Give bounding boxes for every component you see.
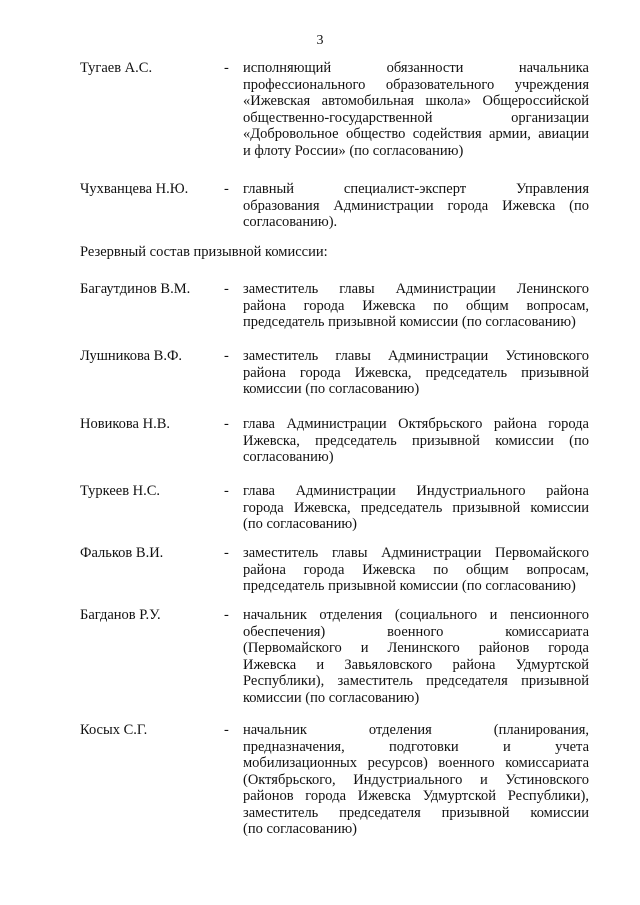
role-line: председатель призывной комиссии (по согласованию) (243, 578, 576, 594)
dash-separator: - (224, 348, 229, 364)
role-line: заместитель председателя призывной комиссии (243, 804, 589, 821)
member-name: Багаутдинов В.М. (80, 281, 191, 297)
member-role (243, 545, 589, 595)
member-name: Лушникова В.Ф. (80, 348, 183, 364)
role-line: комиссии (по согласованию) (243, 689, 420, 706)
role-line: заместитель главы Администрации Ленинского (243, 281, 589, 297)
role-line: председатель призывной комиссии (по согласованию) (243, 314, 576, 330)
dash-separator: - (224, 722, 229, 738)
role-line: «Ижевская автомобильная школа» Общероссийской (243, 93, 589, 109)
page-number: 3 (316, 33, 324, 48)
role-line: обеспечения) военного комиссариата (243, 623, 589, 640)
dash-separator: - (224, 545, 229, 561)
dash-separator: - (224, 416, 229, 432)
role-line: района города Ижевска, председатель призывной (243, 364, 589, 381)
member-role (243, 348, 589, 398)
role-line: района города Ижевска по общим вопросам, (243, 561, 589, 578)
role-line: (Октябрьского, Индустриального и Устиновского (243, 771, 589, 788)
role-line: предназначения, подготовки и учета (243, 738, 589, 755)
dash-separator: - (224, 60, 229, 76)
member-name: Тугаев А.С. (80, 60, 153, 76)
role-line: (по согласованию) (243, 516, 357, 532)
role-line: комиссии (по согласованию) (243, 381, 420, 397)
role-line: глава Администрации Октябрьского района города (243, 416, 589, 432)
member-role (243, 483, 589, 533)
dash-separator: - (224, 607, 229, 623)
member-role (243, 607, 589, 706)
role-line: профессионального образовательного учреждения (243, 76, 589, 93)
member-name: Чухванцева Н.Ю. (80, 181, 189, 197)
member-name: Новикова Н.В. (80, 416, 170, 432)
role-line: (Первомайского и Ленинского районов города (243, 640, 589, 656)
role-line: города Ижевска, председатель призывной комиссии (243, 499, 589, 516)
member-role (243, 722, 589, 838)
role-line: начальник отделения (социального и пенсионного (243, 607, 589, 623)
role-line: заместитель главы Администрации Первомайского (243, 545, 589, 561)
role-line: Ижевска и Завьяловского района Удмуртской (243, 656, 589, 673)
role-line: начальник отделения (планирования, (243, 722, 589, 738)
member-role (243, 60, 589, 159)
member-name: Туркеев Н.С. (80, 483, 161, 499)
role-line: и флоту России» (по согласованию) (243, 142, 464, 159)
role-line: главный специалист-эксперт Управления (243, 181, 589, 197)
role-line: глава Администрации Индустриального района (243, 483, 589, 499)
member-role (243, 181, 589, 231)
role-line: «Добровольное общество содействия армии, авиации (243, 126, 589, 142)
role-line: образования Администрации города Ижевска (по (243, 197, 589, 214)
member-name: Багданов Р.У. (80, 607, 161, 623)
role-line: района города Ижевска по общим вопросам, (243, 297, 589, 314)
dash-separator: - (224, 181, 229, 197)
role-line: согласованию) (243, 449, 334, 465)
section-heading: Резервный состав призывной комиссии: (80, 244, 328, 260)
member-name: Косых С.Г. (80, 722, 148, 738)
role-line: исполняющий обязанности начальника (243, 60, 589, 76)
dash-separator: - (224, 483, 229, 499)
member-role (243, 281, 589, 331)
role-line: Ижевска, председатель призывной комиссии (по (243, 432, 589, 449)
role-line: общественно-государственной организации (243, 109, 589, 126)
member-role (243, 416, 589, 466)
dash-separator: - (224, 281, 229, 297)
member-name: Фальков В.И. (80, 545, 164, 561)
role-line: (по согласованию) (243, 821, 357, 837)
role-line: районов города Ижевска Удмуртской Республики), (243, 788, 589, 804)
role-line: заместитель главы Администрации Устиновского (243, 348, 589, 364)
role-line: Республики), заместитель председателя призывной (243, 673, 589, 689)
role-line: мобилизационных ресурсов) военного комиссариата (243, 755, 589, 771)
role-line: согласованию). (243, 214, 338, 230)
